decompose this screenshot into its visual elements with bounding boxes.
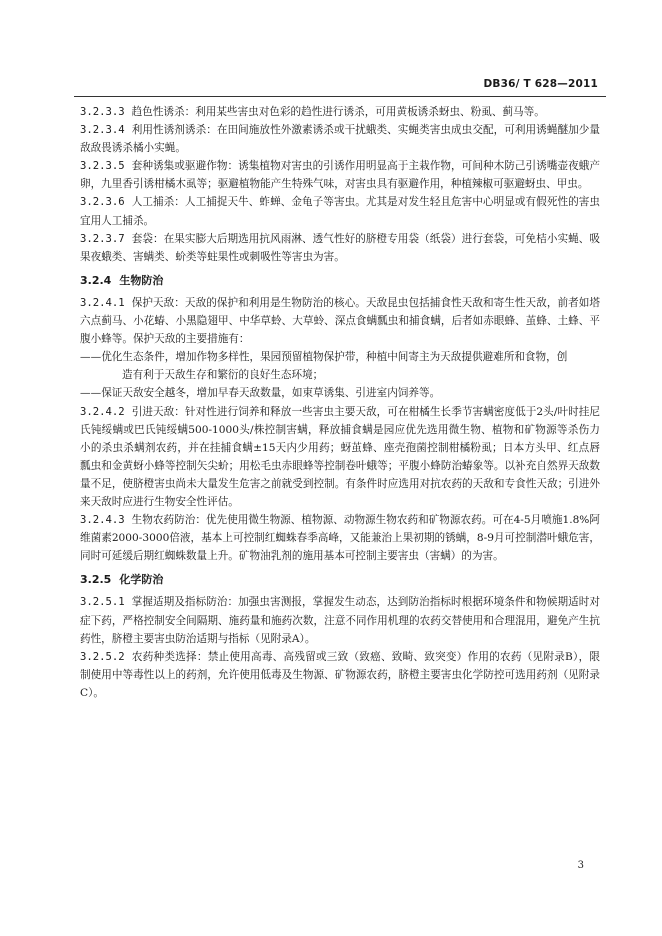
dash-item: ——优化生态条件，增加作物多样性，果园预留植物保护带，种植中间寄主为天敌提供避难所和食物，创 bbox=[80, 351, 568, 364]
clause-3-2-3-3 bbox=[80, 103, 600, 121]
section-heading-3-2-4 bbox=[80, 272, 600, 290]
clause-text: 套种诱集或驱避作物：诱集植物对害虫的引诱作用明显高于主栽作物，可间种木防己引诱嘴壶夜蛾产卵，九里香引诱柑橘木虱等；驱避植物能产生特殊气味，对害虫具有驱避作用，种植辣椒可驱避蚜虫、甲虫。 bbox=[80, 160, 600, 191]
clause-number: 3.2.3.3 bbox=[80, 106, 125, 118]
clause-text: 引进天敌：针对性进行饲养和释放一些害虫主要天敌，可在柑橘生长季节害螨密度低于2头/叶时挂尼氏钝绥螨或巴氏钝绥螨500-1000头/株控制害螨，释放捕食螨是园应优先选用微生物、植物和矿物源等杀伤力小的杀虫杀螨剂农药，并在挂捕食螨±15天内少用药；蚜茧蜂、座壳孢菌控制柑橘粉虱；日本方头甲、红点唇瓢虫和金黄蚜小蜂等控制矢尖蚧；用松毛虫赤眼蜂等控制卷叶蛾等；平腹小蜂防治蝽象等。以补充自然界天敌数量不足，使脐橙害虫尚未大量发生危害之前就受到控制。有条件时应选用对抗农药的天敌和专食性天敌；引进外来天敌时应进行生物安全性评估。 bbox=[80, 405, 600, 508]
clause-text: 趋色性诱杀：利用某些害虫对色彩的趋性进行诱杀，可用黄板诱杀蚜虫、粉虱、蓟马等。 bbox=[131, 106, 545, 118]
section-heading-3-2-5 bbox=[80, 571, 600, 589]
clause-number: 3.2.4.2 bbox=[80, 405, 125, 418]
document-body bbox=[80, 103, 600, 702]
section-number: 3.2.5 bbox=[80, 573, 112, 587]
clause-number: 3.2.3.6 bbox=[80, 196, 125, 209]
clause-3-2-4-1 bbox=[80, 294, 600, 348]
header-rule bbox=[74, 96, 606, 97]
section-title: 生物防治 bbox=[119, 273, 164, 287]
clause-3-2-4-2 bbox=[80, 403, 600, 512]
clause-text: 利用性诱剂诱杀：在田间施放性外激素诱杀或干扰蛾类、实蝇类害虫成虫交配，可利用诱蝇醚加少量敌敌畏诱杀橘小实蝇。 bbox=[80, 124, 600, 155]
clause-text: 人工捕杀：人工捕捉天牛、蚱蝉、金龟子等害虫。尤其是对发生轻且危害中心明显或有假死性的害虫宜用人工捕杀。 bbox=[80, 196, 600, 227]
clause-3-2-5-2 bbox=[80, 648, 600, 702]
page-number: 3 bbox=[577, 860, 584, 871]
clause-number: 3.2.5.1 bbox=[80, 596, 125, 609]
document-id: DB36/ T 628—2011 bbox=[483, 78, 598, 90]
clause-3-2-3-7 bbox=[80, 230, 600, 266]
clause-number: 3.2.4.3 bbox=[80, 514, 125, 527]
clause-text: 保护天敌：天敌的保护和利用是生物防治的核心。天敌昆虫包括捕食性天敌和寄生性天敌，前者如塔六点蓟马、小花蝽、小黑隐翅甲、中华草蛉、大草蛉、深点食螨瓢虫和捕食螨，后者如赤眼蜂、茧蜂、土蜂、平腹小蜂等。保护天敌的主要措施有： bbox=[80, 296, 600, 346]
section-title: 化学防治 bbox=[119, 573, 164, 587]
clause-number: 3.2.3.5 bbox=[80, 160, 125, 173]
clause-3-2-4-3 bbox=[80, 511, 600, 565]
clause-3-2-5-1 bbox=[80, 593, 600, 647]
clause-3-2-3-6 bbox=[80, 193, 600, 229]
clause-number: 3.2.5.2 bbox=[80, 650, 125, 663]
clause-text: 农药种类选择：禁止使用高毒、高残留或三致（致癌、致畸、致突变）作用的农药（见附录B），限制使用中等毒性以上的药剂，允许使用低毒及生物源、矿物源农药，脐橙主要害虫化学防控可选用药剂（见附录C）。 bbox=[80, 650, 600, 699]
clause-text: 生物农药防治：优先使用微生物源、植物源、动物源生物农药和矿物源农药。可在4-5月喷施1.8%阿维菌素2000-3000倍液，基本上可控制红蜘蛛春季高峰，又能兼治上果初期的锈螨，8-9月可控制潜叶蛾危害，同时可延缓后期红蜘蛛数量上升。矿物油乳剂的施用基本可控制主要害虫（害螨）的为害。 bbox=[80, 514, 600, 563]
clause-3-2-3-5 bbox=[80, 157, 600, 193]
section-number: 3.2.4 bbox=[80, 273, 112, 287]
clause-text: 掌握适期及指标防治：加强虫害测报，掌握发生动态，达到防治指标时根据环境条件和物候期适时对症下药，严格控制安全间隔期、施药量和施药次数，注意不同作用机理的农药交替使用和合理混用，避免产生抗药性，脐橙主要害虫防治适期与指标（见附录A）。 bbox=[80, 596, 600, 645]
dash-item: ——保证天敌安全越冬，增加早春天敌数量，如束草诱集、引进室内饲养等。 bbox=[80, 387, 441, 400]
clause-number: 3.2.3.7 bbox=[80, 232, 125, 245]
clause-3-2-3-4 bbox=[80, 121, 600, 157]
clause-number: 3.2.4.1 bbox=[80, 296, 125, 309]
clause-number: 3.2.3.4 bbox=[80, 124, 125, 137]
dash-item-continuation: 造有利于天敌生存和繁衍的良好生态环境； bbox=[122, 369, 324, 382]
clause-text: 套袋：在果实膨大后期选用抗风雨淋、透气性好的脐橙专用袋（纸袋）进行套袋，可免桔小实蝇、吸果夜蛾类、害螨类、蚧类等蛀果性或刺吸性等害虫为害。 bbox=[80, 232, 600, 263]
